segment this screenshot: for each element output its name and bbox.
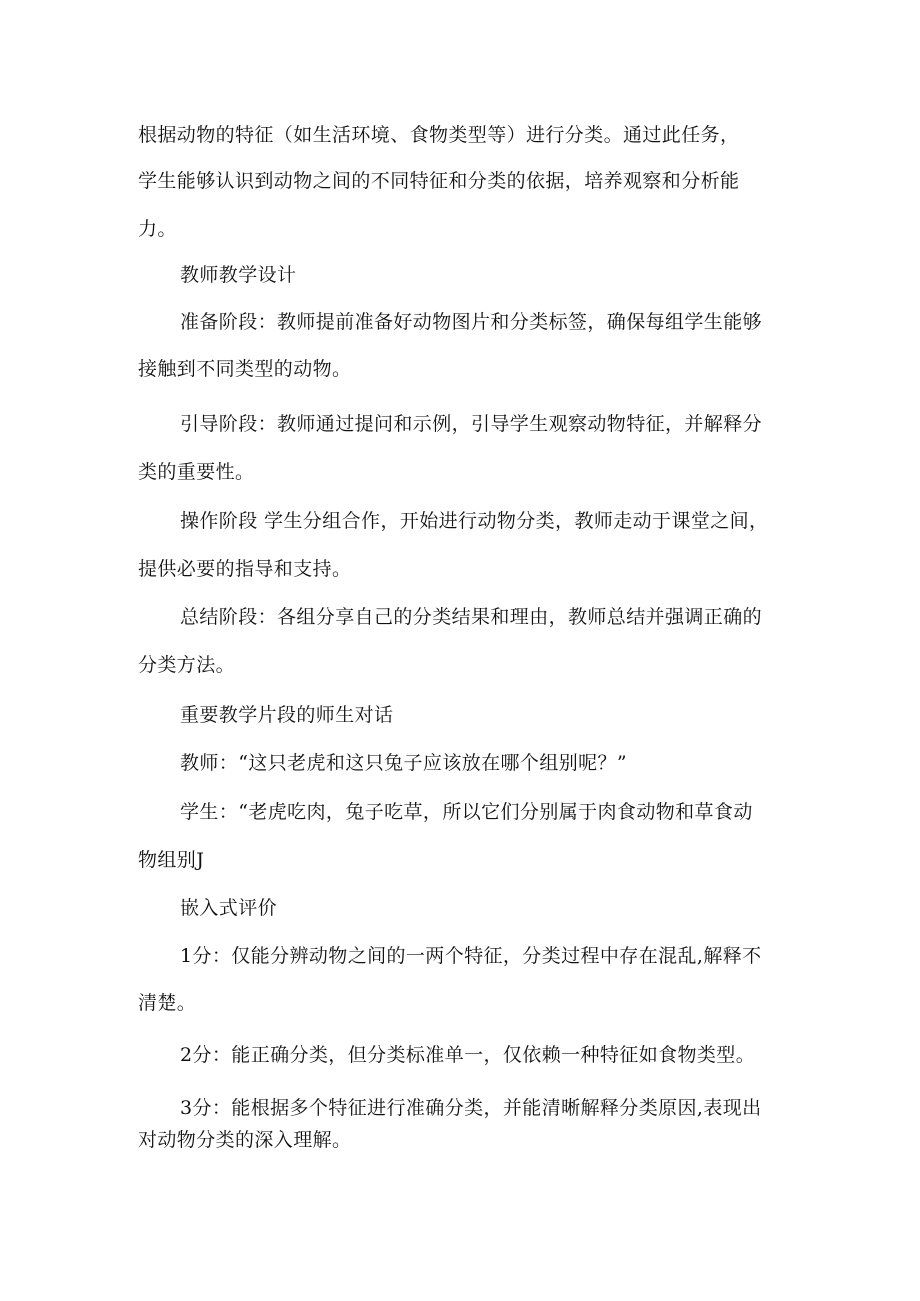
text-line: 学生：“老虎吃肉，兔子吃草，所以它们分别属于肉食动物和草食动 (180, 801, 753, 823)
text-line: 2分：能正确分类，但分类标准单一，仅依赖一种特征如食物类型。 (180, 1044, 756, 1066)
text-line: 接触到不同类型的动物。 (138, 358, 352, 380)
text-line: 力。 (138, 218, 177, 240)
text-line: 引导阶段：教师通过提问和示例，引导学生观察动物特征，并解释分 (180, 413, 763, 435)
text-line: 清楚。 (138, 992, 197, 1014)
text-line: 学生能够认识到动物之间的不同特征和分类的依据，培养观察和分析能 (138, 170, 740, 192)
text-line: 类的重要性。 (138, 461, 255, 483)
text-line: 根据动物的特征（如生活环境、食物类型等）进行分类。通过此任务， (138, 124, 740, 146)
text-line: 对动物分类的深入理解。 (138, 1129, 352, 1151)
text-line: 教师：“这只老虎和这只兔子应该放在哪个组别呢？” (180, 752, 628, 774)
text-line: 1分：仅能分辨动物之间的一两个特征，分类过程中存在混乱,解释不 (180, 945, 762, 967)
text-line: 操作阶段 学生分组合作，开始进行动物分类，教师走动于课堂之间， (180, 510, 769, 532)
text-line: 分类方法。 (138, 654, 236, 676)
text-line: 总结阶段：各组分享自己的分类结果和理由，教师总结并强调正确的 (180, 606, 763, 628)
section-heading: 嵌入式评价 (180, 897, 278, 919)
text-line: 准备阶段：教师提前准备好动物图片和分类标签，确保每组学生能够 (180, 311, 763, 333)
text-line: 物组别J (138, 849, 205, 871)
text-line: 提供必要的指导和支持。 (138, 558, 352, 580)
section-heading: 教师教学设计 (180, 264, 297, 286)
section-heading: 重要教学片段的师生对话 (180, 704, 394, 726)
text-line: 3分：能根据多个特征进行准确分类，并能清晰解释分类原因,表现出 (180, 1097, 762, 1119)
